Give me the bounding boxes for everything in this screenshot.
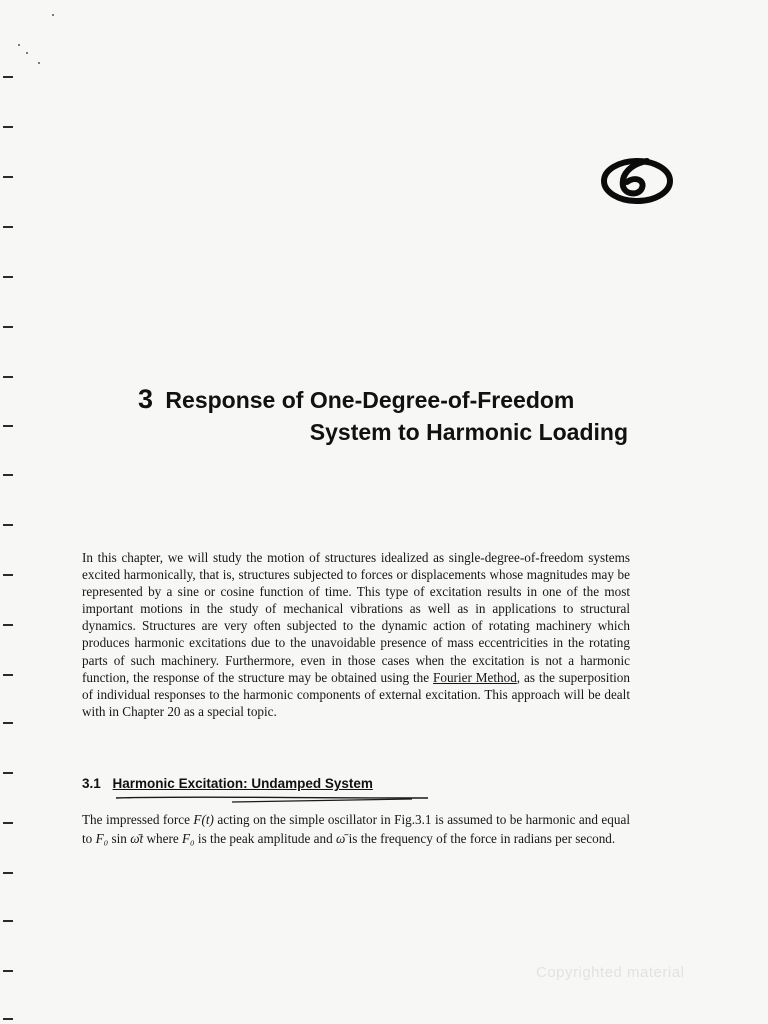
margin-dash [3, 920, 13, 922]
chapter-title-line-2: System to Harmonic Loading [309, 419, 628, 445]
chapter-title-line-1: Response of One-Degree-of-Freedom [165, 387, 575, 413]
margin-dash [3, 376, 13, 378]
body-text: acting on the simple oscillator in Fig.3.1 is assumed to be harmonic and equal to [82, 812, 630, 846]
margin-dash [3, 1018, 13, 1020]
binding-margin-marks [0, 0, 20, 1024]
section-number: 3.1 [82, 776, 101, 791]
margin-dash [3, 425, 13, 427]
margin-dash [3, 574, 13, 576]
margin-dash [3, 722, 13, 724]
margin-dash [3, 872, 13, 874]
body-text: is the frequency of the force in radians per second. [345, 831, 616, 846]
margin-dash [3, 674, 13, 676]
chapter-title [138, 383, 638, 448]
margin-dash [3, 822, 13, 824]
chapter-number: 3 [138, 384, 154, 414]
amplitude-symbol: F₀ [181, 831, 195, 846]
scan-speck [38, 62, 40, 64]
handwritten-underline [112, 792, 432, 808]
intro-paragraph [82, 549, 630, 720]
fourier-method-term: Fourier Method [433, 669, 517, 685]
margin-dash [3, 76, 13, 78]
body-text: where [143, 831, 182, 846]
margin-dash [3, 276, 13, 278]
margin-dash [3, 474, 13, 476]
body-text: is the peak amplitude and [194, 831, 336, 846]
scan-speck [52, 14, 54, 16]
scan-speck [18, 44, 20, 46]
margin-dash [3, 326, 13, 328]
amplitude-symbol: F₀ [95, 831, 109, 846]
handwritten-mark-text: 6 [635, 181, 636, 183]
section-title: Harmonic Excitation: Undamped System [112, 776, 373, 791]
section-body-paragraph [82, 810, 630, 848]
handwritten-circled-six-icon [595, 148, 675, 208]
body-text: The impressed force [82, 812, 194, 827]
margin-dash [3, 772, 13, 774]
body-text: sin [108, 831, 131, 846]
margin-dash [3, 624, 13, 626]
margin-dash [3, 126, 13, 128]
copyright-watermark: Copyrighted material [536, 964, 685, 981]
frequency-symbol: ω̄ [336, 831, 346, 846]
margin-dash [3, 176, 13, 178]
margin-dash [3, 524, 13, 526]
margin-dash [3, 970, 13, 972]
force-symbol: F(t) [193, 812, 214, 827]
scan-speck [26, 52, 28, 54]
margin-dash [3, 226, 13, 228]
section-heading [82, 776, 502, 791]
intro-text-part-1: In this chapter, we will study the motion of structures idealized as single-degree-of-freedom systems excited harmonically, that is, structures subjected to forces or displacements whose magnitudes may be represented by a sine or cosine function of time. This type of excitation results in one of the most important motions in the study of mechanical vibrations as well as in applications to structural dynamics. Structures are very often subjected to the dynamic action of rotating machinery which produces harmonic excitations due to the unavoidable presence of mass eccentricities in the rotating parts of such machinery. Furthermore, even in those cases when the excitation is not a harmonic function, the response of the structure may be obtained using the [82, 550, 630, 685]
intro-text-part-2: , as the superposition of individual responses to the harmonic components of external excitation. This approach will be dealt with in Chapter 20 as a special topic. [82, 669, 630, 719]
frequency-time-symbol: ω̄t [130, 831, 144, 846]
